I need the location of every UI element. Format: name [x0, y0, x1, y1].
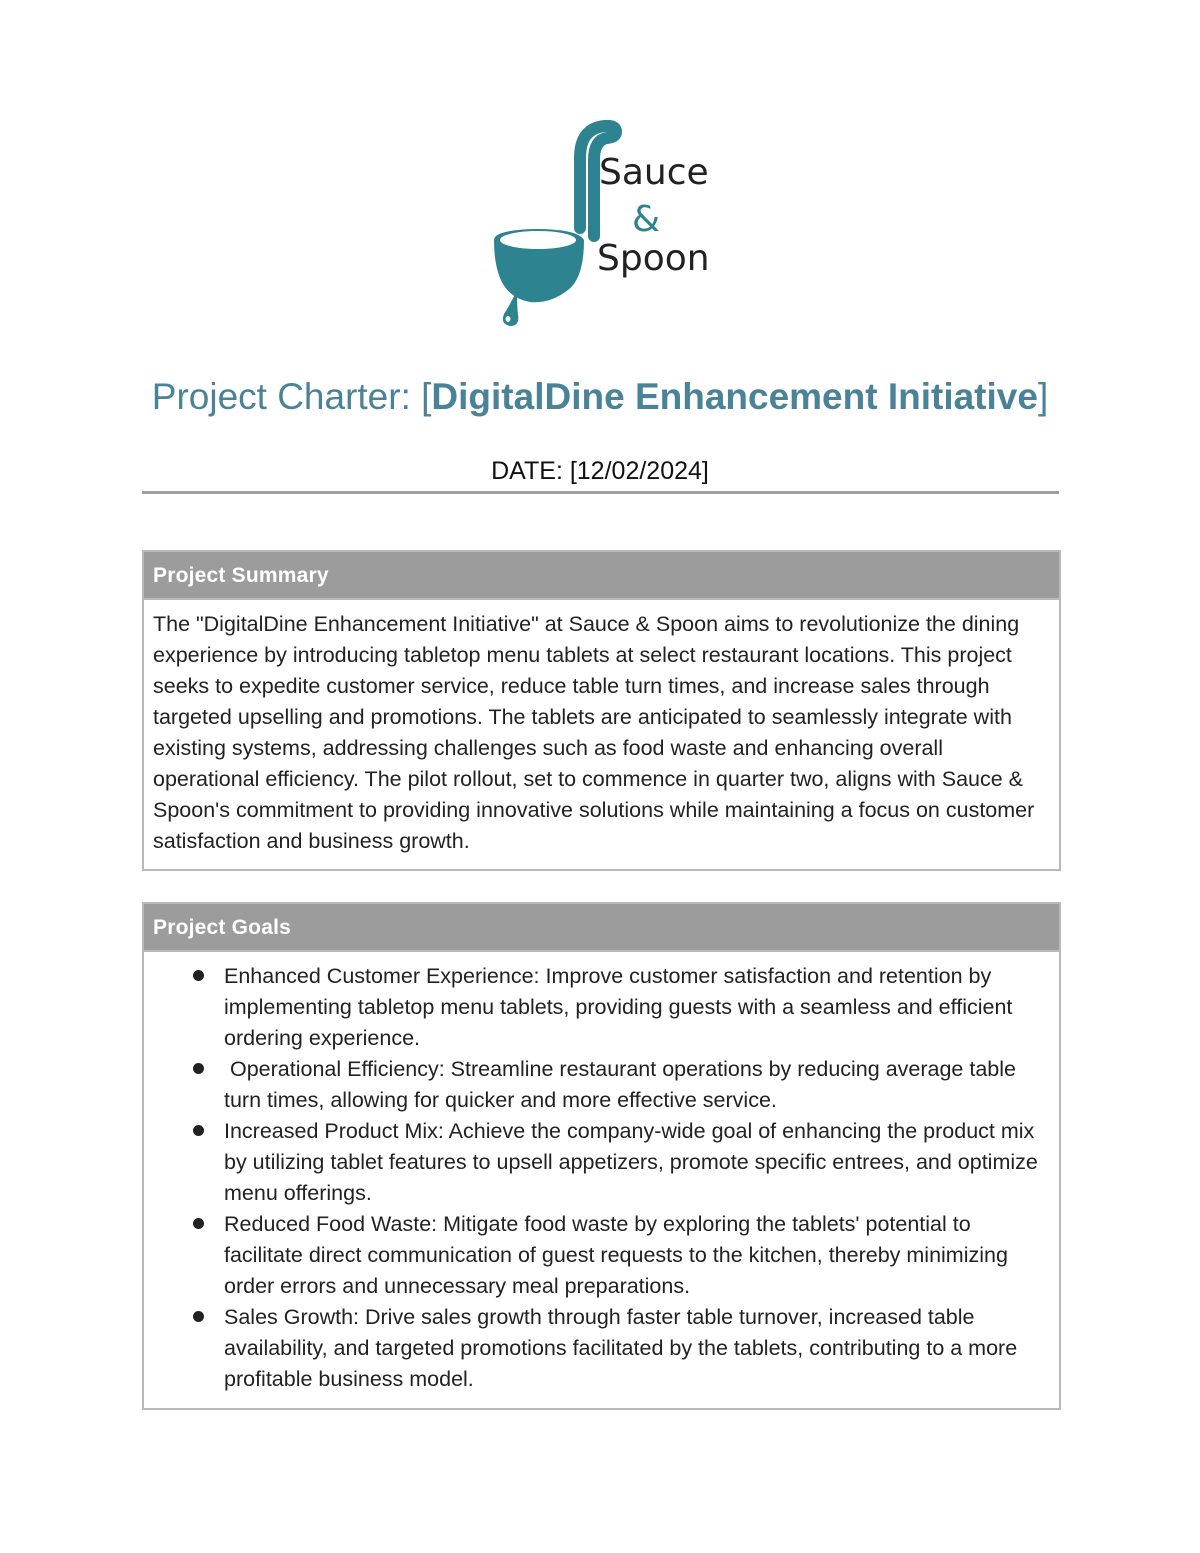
project-summary-body: The "DigitalDine Enhancement Initiative" at Sauce & Spoon aims to revolutionize the dining experience by introducing tabletop menu tablets at select restaurant locations. This project seeks to expedite customer service, reduce table turn times, and increase sales through targeted upselling and promotions. The tablets are anticipated to seamlessly integrate with existing systems, addressing challenges such as food waste and enhancing overall operational efficiency. The pilot rollout, set to commence in quarter two, aligns with Sauce & Spoon's commitment to providing innovative solutions while maintaining a focus on customer satisfaction and business growth.: [153, 612, 1035, 853]
project-summary-panel: [142, 550, 1061, 871]
date-divider: [142, 491, 1059, 494]
project-summary-heading: Project Summary: [144, 552, 1059, 600]
logo-word-sauce: Sauce: [599, 152, 709, 193]
bullet-icon: [193, 1311, 204, 1322]
sauce-and-spoon-logo: [480, 118, 710, 333]
page-title: [0, 374, 1200, 420]
bullet-icon: [193, 1063, 204, 1074]
goal-item: Reduced Food Waste: Mitigate food waste by exploring the tablets' potential to facilitate direct communication of guest requests to the kitchen, thereby minimizing order errors and unnecessary meal preparations.: [153, 1209, 1049, 1302]
project-goals-panel: [142, 902, 1061, 1410]
bullet-icon: [193, 970, 204, 981]
project-goals-heading: Project Goals: [144, 904, 1059, 952]
goal-item: Operational Efficiency: Streamline restaurant operations by reducing average table turn times, allowing for quicker and more effective service.: [153, 1054, 1049, 1116]
logo-word-ampersand: &: [632, 199, 661, 240]
bullet-icon: [193, 1218, 204, 1229]
project-goals-list: [153, 961, 1049, 1395]
logo-word-spoon: Spoon: [597, 238, 710, 279]
ladle-logo-icon: [480, 118, 710, 333]
goal-item: Sales Growth: Drive sales growth through faster table turnover, increased table availability, and targeted promotions facilitated by the tablets, contributing to a more profitable business model.: [153, 1302, 1049, 1395]
project-name: DigitalDine Enhancement Initiative: [431, 376, 1038, 417]
goal-item: Enhanced Customer Experience: Improve customer satisfaction and retention by implementing tabletop menu tablets, providing guests with a seamless and efficient ordering experience.: [153, 961, 1049, 1054]
charter-date: DATE: [12/02/2024]: [491, 457, 709, 485]
bullet-icon: [193, 1125, 204, 1136]
title-suffix: ]: [1037, 376, 1049, 417]
title-prefix: Project Charter: [: [151, 376, 432, 417]
goal-item: Increased Product Mix: Achieve the company-wide goal of enhancing the product mix by utilizing tablet features to upsell appetizers, promote specific entrees, and optimize menu offerings.: [153, 1116, 1049, 1209]
